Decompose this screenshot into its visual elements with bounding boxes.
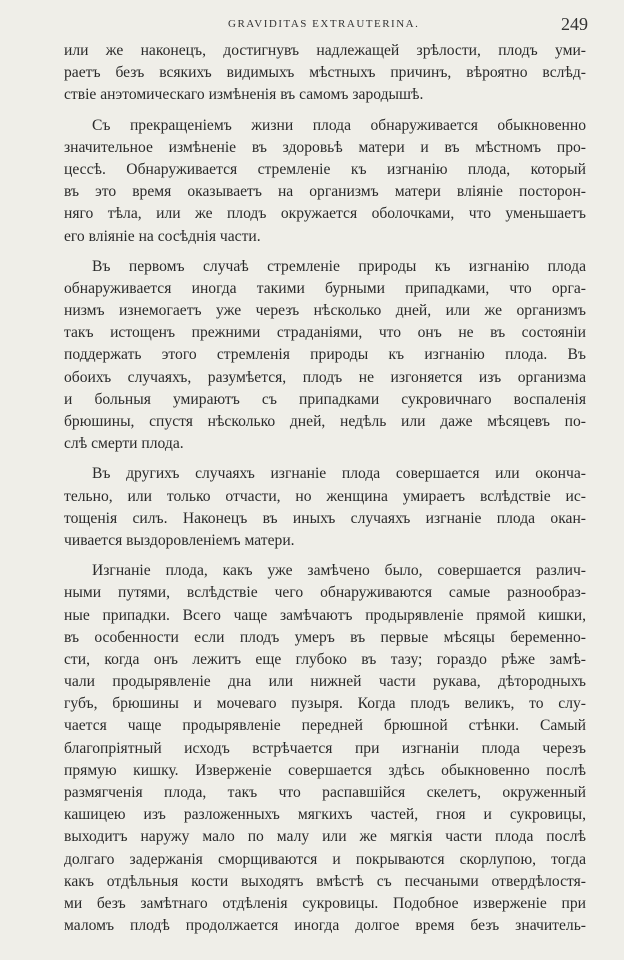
text-line: размягченія плода, такъ что распавшійся скелетъ, окруженный bbox=[64, 784, 586, 801]
paragraph bbox=[64, 560, 586, 937]
paragraph bbox=[64, 40, 586, 107]
text-line: и больныя умираютъ съ припадками сукровичнаго воспаленія bbox=[64, 390, 586, 408]
paragraph bbox=[64, 463, 586, 552]
text-line: губъ, брюшины и мочеваго пузыря. Когда плодъ великъ, то слу- bbox=[64, 695, 586, 713]
text-line: чается чаще продырявленіе передней брюшной стѣнки. Самый bbox=[64, 717, 586, 735]
text-line: въ это время оказываетъ на организмъ матери вліяніе посторон- bbox=[64, 183, 586, 201]
text-line: какъ отдѣльныя кости выходятъ вмѣстѣ съ песчаными отвердѣлостя- bbox=[64, 872, 586, 890]
text-line: обоихъ случаяхъ, разумѣется, плодъ не изгоняется изъ организма bbox=[64, 368, 586, 386]
text-line: маломъ плодѣ продолжается иногда долгое время безъ значитель- bbox=[64, 917, 586, 935]
text-line: выходитъ наружу мало по малу или же мягкія части плода послѣ bbox=[64, 828, 586, 846]
text-line: его вліяніе на сосѣднія части. bbox=[64, 227, 261, 245]
text-line: значительное измѣненіе въ здоровьѣ матери и въ мѣстномъ про- bbox=[64, 138, 586, 156]
text-line: въ особенности если плодъ умеръ въ первые мѣсяцы беременно- bbox=[64, 628, 586, 646]
text-line: Въ первомъ случаѣ стремленіе природы къ изгнанію плода bbox=[92, 257, 586, 275]
text-line: сти, когда онъ лежитъ еще глубоко въ тазу; гораздо рѣже замѣ- bbox=[64, 650, 586, 668]
text-line: раетъ безъ всякихъ видимыхъ мѣстныхъ причинъ, вѣроятно вслѣд- bbox=[64, 64, 586, 82]
text-line: или же наконецъ, достигнувъ надлежащей зрѣлости, плодъ уми- bbox=[64, 42, 586, 59]
text-line: ствіе анэтомическаго измѣненія въ самомъ зародышѣ. bbox=[64, 86, 424, 104]
text-line: чали продырявленіе дна или нижней части рукава, дѣтородныхъ bbox=[64, 673, 586, 691]
text-line: такъ истощенъ прежними страданіями, что онъ не въ состояніи bbox=[64, 324, 586, 342]
text-line: чивается выздоровленіемъ матери. bbox=[64, 531, 295, 549]
text-line: низмъ изнемогаетъ уже черезъ нѣсколько дней, или же организмъ bbox=[64, 302, 586, 320]
text-line: няго тѣла, или же плодъ окружается оболочками, что уменьшаетъ bbox=[64, 205, 586, 223]
text-line: слѣ смерти плода. bbox=[64, 435, 184, 453]
text-line: брюшины, спустя нѣсколько дней, недѣль или даже мѣсяцевъ по- bbox=[64, 413, 586, 430]
text-line: обнаруживается иногда такими бурными припадками, что орга- bbox=[64, 279, 586, 297]
text-line: поддержать этого стремленія природы къ изгнанію плода. Въ bbox=[64, 346, 586, 364]
text-line: ными путями, вслѣдствіе чего обнаруживаются самые разнообраз- bbox=[64, 584, 586, 602]
text-line: тельно, или только отчасти, но женщина умираетъ вслѣдствіе ис- bbox=[64, 487, 586, 505]
text-line: кашицею изъ разложенныхъ мягкихъ частей, гноя и сукровицы, bbox=[64, 806, 586, 824]
text-line: тощенія силъ. Наконецъ въ иныхъ случаяхъ изгнаніе плода окан- bbox=[64, 509, 586, 527]
running-title: GRAVIDITAS EXTRAUTERINA. bbox=[228, 18, 420, 30]
text-line: долгаго задержанія сморщиваются и покрываются скорлупою, тогда bbox=[64, 850, 586, 868]
text-line: прямую кишку. Изверженіе совершается здѣсь обыкновенно послѣ bbox=[64, 761, 586, 779]
text-line: ми безъ замѣтнаго отдѣленія сукровицы. Подобное изверженіе при bbox=[64, 894, 586, 912]
body-text bbox=[64, 40, 586, 937]
page-header bbox=[0, 14, 624, 36]
text-line: благопріятный исходъ встрѣчается при изгнаніи плода черезъ bbox=[64, 739, 586, 757]
text-line: Въ другихъ случаяхъ изгнаніе плода совершается или оконча- bbox=[92, 465, 586, 483]
text-line: цессѣ. Обнаруживается стремленіе къ изгнанію плода, который bbox=[64, 160, 586, 178]
page-number: 249 bbox=[561, 14, 588, 34]
text-line: Съ прекращеніемъ жизни плода обнаруживается обыкновенно bbox=[92, 116, 586, 134]
paragraph bbox=[64, 256, 586, 456]
text-line: Изгнаніе плода, какъ уже замѣчено было, совершается различ- bbox=[92, 562, 586, 580]
text-line: ные припадки. Всего чаще замѣчаютъ продырявленіе прямой кишки, bbox=[64, 606, 586, 624]
paragraph bbox=[64, 115, 586, 248]
